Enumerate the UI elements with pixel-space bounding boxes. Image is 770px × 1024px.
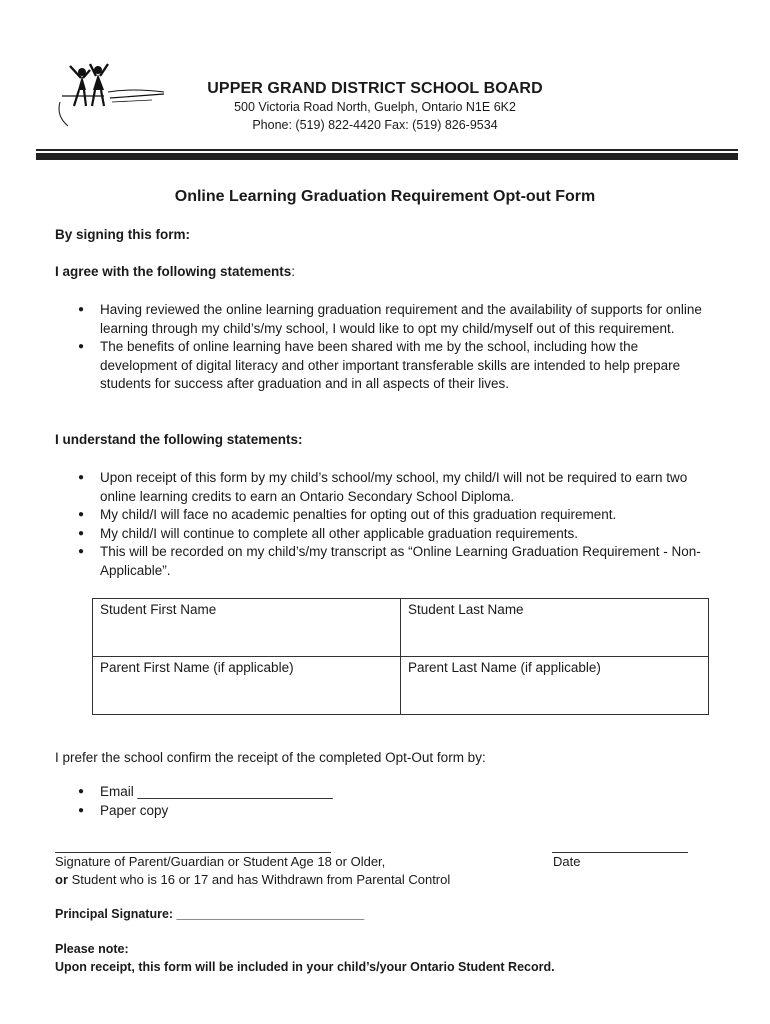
principal-signature[interactable]: Principal Signature: ___________________________ xyxy=(55,907,365,921)
agree-item: ● The benefits of online learning have been shared with me by the school, including how the development of digital literacy and other important transferable skills are intended to help prepare students for success after graduation and in all aspects of their lives. xyxy=(78,338,718,394)
understand-item: ● My child/I will face no academic penalties for opting out of this graduation requirement. xyxy=(78,506,718,525)
parent-last-name-field[interactable] xyxy=(401,657,709,715)
org-name: UPPER GRAND DISTRICT SCHOOL BOARD xyxy=(207,80,543,97)
letterhead xyxy=(0,0,770,165)
understand-item: ● Upon receipt of this form by my child’s school/my school, my child/I will not be required to earn two online learning credits to earn an Ontario Secondary School Diploma. xyxy=(78,469,718,506)
form-title: Online Learning Graduation Requirement Opt-out Form xyxy=(174,188,596,205)
agree-heading-label: I agree with the following statements xyxy=(55,264,292,279)
confirm-option-email[interactable]: ● Email __________________________ xyxy=(78,783,718,802)
understand-heading: I understand the following statements: xyxy=(55,432,303,447)
confirm-options xyxy=(78,783,718,820)
signature-sublabel-text: Student who is 16 or 17 and has Withdrawn from Parental Control xyxy=(68,872,451,887)
date-label: Date xyxy=(553,854,581,869)
note-text: Upon receipt, this form will be included in your child’s/your Ontario Student Record. xyxy=(55,960,555,974)
org-phone: Phone: (519) 822-4420 Fax: (519) 826-9534 xyxy=(252,118,498,132)
header-divider-thick xyxy=(36,153,738,160)
agree-heading xyxy=(55,264,295,279)
student-last-name-label: Student Last Name xyxy=(408,602,524,617)
parent-first-name-label: Parent First Name (if applicable) xyxy=(100,660,294,675)
confirm-prompt: I prefer the school confirm the receipt of the completed Opt-Out form by: xyxy=(55,750,486,765)
student-first-name-label: Student First Name xyxy=(100,602,217,617)
name-table xyxy=(92,598,709,715)
student-first-name-field[interactable] xyxy=(93,599,401,657)
agree-heading-colon: : xyxy=(291,264,296,279)
parent-last-name-label: Parent Last Name (if applicable) xyxy=(408,660,601,675)
agree-item: ● Having reviewed the online learning graduation requirement and the availability of supports for online learning through my child’s/my school, I would like to opt my child/myself out of this requirement. xyxy=(78,301,718,338)
intro-text: By signing this form: xyxy=(55,227,190,242)
understand-list xyxy=(78,469,718,580)
student-last-name-field[interactable] xyxy=(401,599,709,657)
signature-label: Signature of Parent/Guardian or Student Age 18 or Older, xyxy=(55,854,386,869)
signature-or: or xyxy=(55,872,68,887)
school-board-logo xyxy=(52,58,172,130)
signature-sublabel xyxy=(55,872,450,887)
date-line[interactable] xyxy=(552,852,688,853)
parent-first-name-field[interactable] xyxy=(93,657,401,715)
header-divider-thin xyxy=(36,149,738,151)
understand-item: ● My child/I will continue to complete all other applicable graduation requirements. xyxy=(78,525,718,544)
confirm-option-paper[interactable]: ● Paper copy xyxy=(78,802,718,821)
signature-line[interactable] xyxy=(55,852,331,853)
understand-item: ● This will be recorded on my child’s/my transcript as “Online Learning Graduation Requirement - Non-Applicable”. xyxy=(78,543,718,580)
agree-list xyxy=(78,301,718,394)
note-heading: Please note: xyxy=(55,942,129,956)
org-address: 500 Victoria Road North, Guelph, Ontario N1E 6K2 xyxy=(234,100,516,114)
